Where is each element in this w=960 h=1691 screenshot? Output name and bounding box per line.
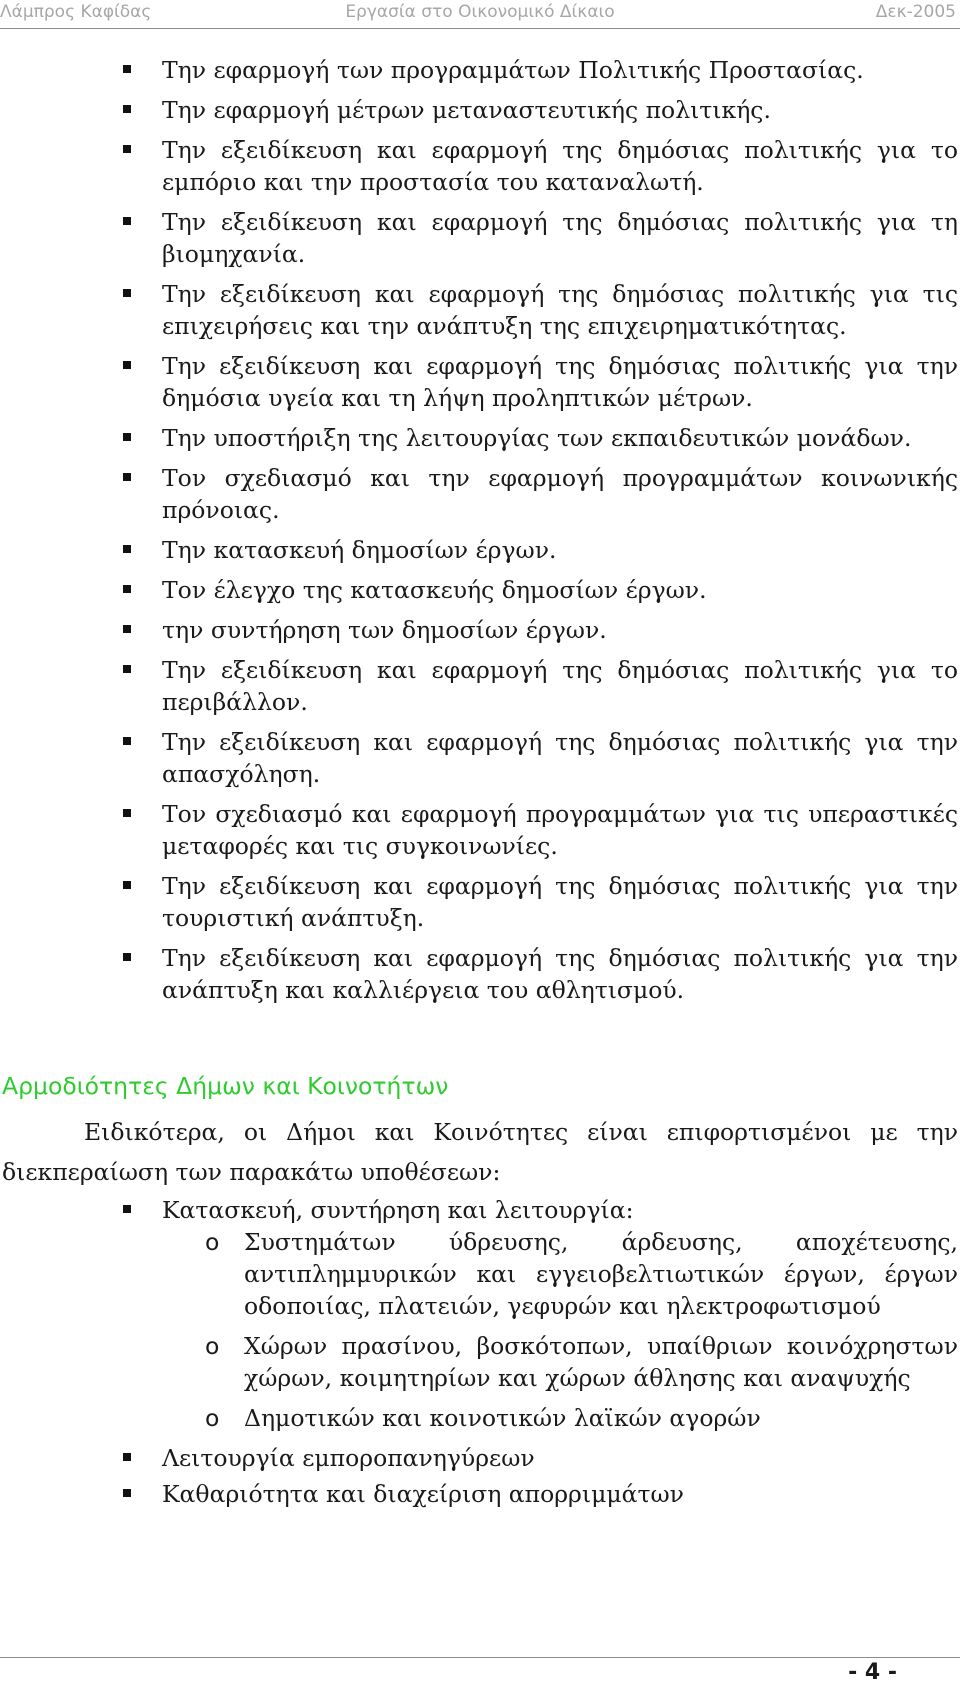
list-item: Τον σχεδιασμό και εφαρμογή προγραμμάτων για τις υπεραστικές μεταφορές και τις συγκοινωνίες. <box>0 798 958 862</box>
intro-paragraph: Ειδικότερα, οι Δήμοι και Κοινότητες είναι επιφορτισμένοι με την διεκπεραίωση των παρακάτω υποθέσεων: <box>2 1118 958 1186</box>
list-item: την συντήρηση των δημοσίων έργων. <box>0 614 958 646</box>
page-header <box>0 0 960 29</box>
list-item: Την εξειδίκευση και εφαρμογή της δημόσιας πολιτικής για το εμπόριο και την προστασία του καταναλωτή. <box>0 134 958 198</box>
list-item: Την κατασκευή δημοσίων έργων. <box>0 534 958 566</box>
document-body <box>0 54 958 1514</box>
responsibilities-list <box>0 54 958 1006</box>
header-date: Δεκ-2005 <box>875 2 956 22</box>
list-item: Τον έλεγχο της κατασκευής δημοσίων έργων. <box>0 574 958 606</box>
header-title: Εργασία στο Οικονομικό Δίκαιο <box>345 2 615 22</box>
page-footer <box>0 1657 960 1691</box>
list-item: Την εφαρμογή των προγραμμάτων Πολιτικής Προστασίας. <box>0 54 958 86</box>
sub-list <box>0 1226 958 1434</box>
list-item <box>0 1194 958 1226</box>
list-item: Την εφαρμογή μέτρων μεταναστευτικής πολιτικής. <box>0 94 958 126</box>
sub-list-item: o Δημοτικών και κοινοτικών λαϊκών αγορών <box>0 1402 958 1434</box>
header-author: Λάμπρος Καφίδας <box>0 2 152 22</box>
municipal-tasks-list-continued <box>0 1442 958 1510</box>
list-item: Την εξειδίκευση και εφαρμογή της δημόσιας πολιτικής για το περιβάλλον. <box>0 654 958 718</box>
sub-list-item: o Χώρων πρασίνου, βοσκότοπων, υπαίθριων κοινόχρηστων χώρων, κοιμητηρίων και χώρων άθλησης και αναψυχής <box>0 1330 958 1394</box>
list-item: Την εξειδίκευση και εφαρμογή της δημόσιας πολιτικής για την δημόσια υγεία και τη λήψη προληπτικών μέτρων. <box>0 350 958 414</box>
list-item: Την εξειδίκευση και εφαρμογή της δημόσιας πολιτικής για τις επιχειρήσεις και την ανάπτυξη της επιχειρηματικότητας. <box>0 278 958 342</box>
list-item: Λειτουργία εμποροπανηγύρεων <box>0 1442 958 1474</box>
list-item: Την εξειδίκευση και εφαρμογή της δημόσιας πολιτικής για την τουριστική ανάπτυξη. <box>0 870 958 934</box>
list-item: Τον σχεδιασμό και την εφαρμογή προγραμμάτων κοινωνικής πρόνοιας. <box>0 462 958 526</box>
list-item: Την εξειδίκευση και εφαρμογή της δημόσιας πολιτικής για την απασχόληση. <box>0 726 958 790</box>
list-item: Την εξειδίκευση και εφαρμογή της δημόσιας πολιτικής για την ανάπτυξη και καλλιέργεια του αθλητισμού. <box>0 942 958 1006</box>
section-heading: Αρμοδιότητες Δήμων και Κοινοτήτων <box>2 1072 449 1100</box>
list-item: Την εξειδίκευση και εφαρμογή της δημόσιας πολιτικής για τη βιομηχανία. <box>0 206 958 270</box>
sub-list-item: o Συστημάτων ύδρευσης, άρδευσης, αποχέτευσης, αντιπλημμυρικών και εγγειοβελτιωτικών έργων, έργων οδοποιίας, πλατειών, γεφυρών και ηλεκτροφωτισμού <box>0 1226 958 1322</box>
municipal-tasks-list <box>0 1194 958 1226</box>
list-item: Την υποστήριξη της λειτουργίας των εκπαιδευτικών μονάδων. <box>0 422 958 454</box>
list-item: Καθαριότητα και διαχείριση απορριμμάτων <box>0 1478 958 1510</box>
page-number: - 4 - <box>848 1660 897 1685</box>
list-item-label: Κατασκευή, συντήρηση και λειτουργία: <box>162 1196 634 1224</box>
